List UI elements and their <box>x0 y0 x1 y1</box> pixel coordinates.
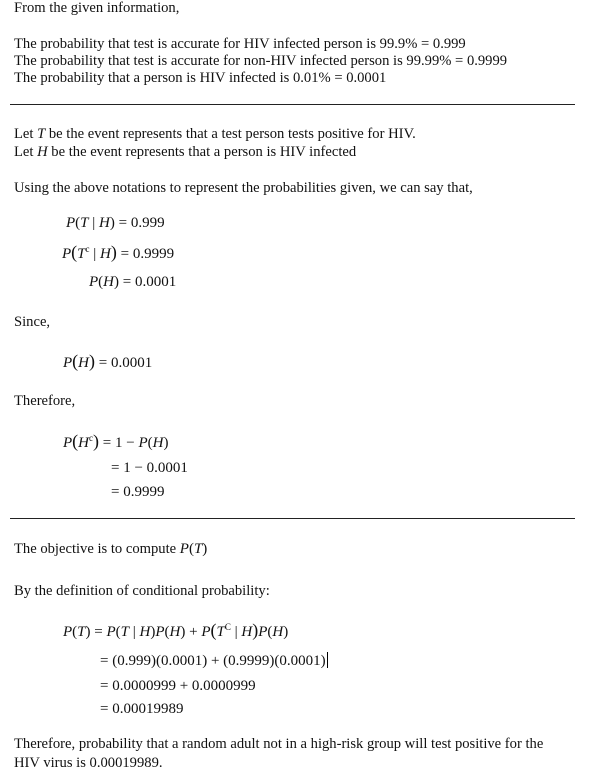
equation-complement-line1: $P(H^c) = 1 - P(H)$ <box>63 431 169 451</box>
divider-2 <box>10 518 575 519</box>
intro-text: From the given information, <box>14 0 180 16</box>
given-line-accuracy-hiv: The probability that test is accurate for HIV infected person is 99.9% = 0.999 <box>14 36 466 52</box>
objective-text: The objective is to compute P(T) <box>14 541 208 557</box>
equation-complement-line3: = 0.9999 <box>111 484 165 500</box>
equation-products: = 0.0000999 + 0.0000999 <box>100 678 256 694</box>
given-line-prevalence: The probability that a person is HIV infected is 0.01% = 0.0001 <box>14 70 387 86</box>
equation-since-p-h: P(H) = 0.0001 <box>63 351 153 371</box>
notation-text: Using the above notations to represent the probabilities given, we can say that, <box>14 180 473 196</box>
divider-1 <box>10 104 575 105</box>
equation-p-t-given-h: P(T | H) = 0.999 <box>66 215 165 231</box>
equation-result: = 0.00019989 <box>100 701 184 717</box>
conclusion-line-1: Therefore, probability that a random adult not in a high-risk group will test positive for the <box>14 736 544 752</box>
given-line-accuracy-non-hiv: The probability that test is accurate for non-HIV infected person is 99.99% = 0.9999 <box>14 53 508 69</box>
since-label: Since, <box>14 314 51 330</box>
equation-complement-line2: = 1 − 0.0001 <box>111 460 188 476</box>
conclusion-line-2: HIV virus is 0.00019989. <box>14 755 163 771</box>
equation-substitution: = (0.999)(0.0001) + (0.9999)(0.0001) <box>100 653 326 669</box>
definition-text: By the definition of conditional probability: <box>14 583 270 599</box>
text-cursor <box>327 652 328 668</box>
equation-total-probability: P(T) = P(T | $H)P(H) + P(T^C$ | H)P(H) <box>63 620 289 640</box>
equation-p-h: P(H) = 0.0001 <box>89 274 177 290</box>
equation-p-tc-given-h: $P(T^c$ | H) = 0.9999 <box>62 242 175 262</box>
definition-h: Let H be the event represents that a person is HIV infected <box>14 144 357 160</box>
definition-t: Let T be the event represents that a test person tests positive for HIV. <box>14 126 416 142</box>
therefore-label: Therefore, <box>14 393 76 409</box>
